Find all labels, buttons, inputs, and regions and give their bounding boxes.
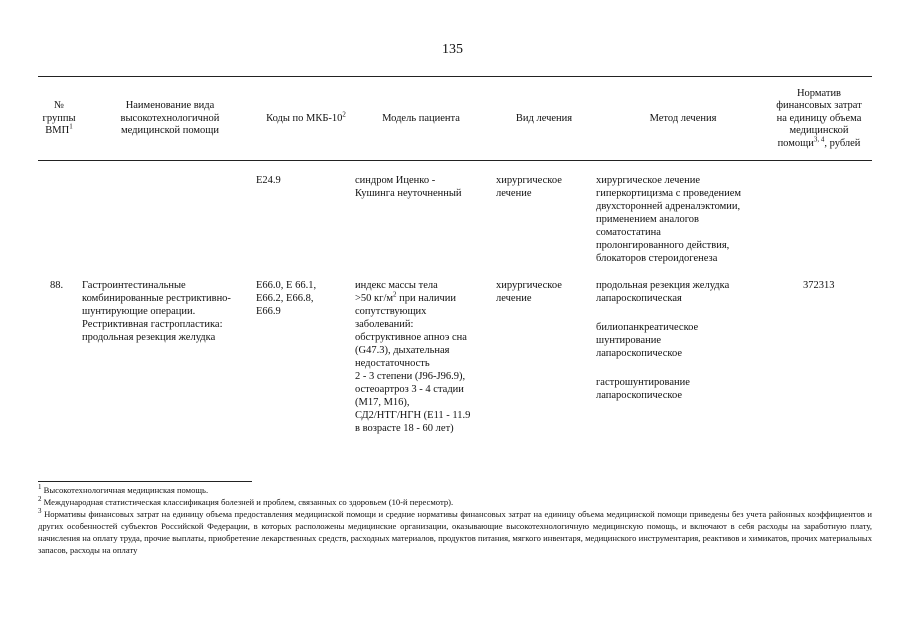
row-treatment-method-3: гастрошунтирование лапароскопическое: [596, 377, 690, 401]
row-codes: E66.0, E 66.1, E66.2, E66.8, E66.9: [256, 280, 317, 317]
row-treatment-type: хирургическое лечение: [496, 280, 562, 304]
table-top-rule: [38, 76, 872, 77]
footnote-3-mark: 3: [38, 507, 42, 516]
row-patient-model: синдром Иценко - Кушинга неуточненный: [355, 175, 462, 199]
row-cost-norm: 372313: [803, 280, 835, 291]
row-codes: E24.9: [256, 175, 281, 186]
header-patient-model: Модель пациента: [382, 112, 460, 124]
row-treatment-method-2: билиопанкреатическое шунтирование лапароскопическое: [596, 322, 699, 359]
header-care-name: Наименование вида высокотехнологичной медицинской помощи: [120, 100, 220, 137]
page-number: 135: [442, 42, 463, 57]
row-patient-model-post: при наличии сопутствующих заболеваний: обструктивное апноэ сна (G47.3), дыхательная недостаточность 2 - 3 степени (J96-J96.9), остеоартроз 3 - 4 стадии (M17, M16), СД2/НТГ/НГН (E11 - 11.9 в возрасте 18 - 60 лет): [355, 293, 471, 434]
header-cost-norm-text: Норматив финансовых затрат на единицу объема медицинской помощи: [776, 87, 862, 149]
header-group-number-text: № группы ВМП: [42, 100, 76, 137]
row-patient-model: [355, 279, 470, 435]
header-group-number: [44, 80, 74, 158]
row-treatment-method-1: продольная резекция желудка лапароскопическая: [596, 280, 730, 304]
row-group-number: 88.: [50, 280, 64, 291]
footnote-2-text: Международная статистическая классификация болезней и проблем, связанных со здоровьем (10-й пересмотр).: [41, 497, 454, 507]
superscript-2: 2: [393, 290, 397, 299]
header-treatment-type: Вид лечения: [515, 112, 573, 124]
header-cost-norm: [770, 80, 868, 158]
footnote-1-mark: 1: [38, 483, 42, 492]
footnote-ref-1: 1: [69, 122, 73, 131]
header-icd-codes-text: Коды по МКБ-10: [266, 112, 343, 124]
header-treatment-method: Метод лечения: [649, 112, 717, 124]
row-patient-model-pre: индекс массы тела >50 кг/м: [355, 280, 438, 304]
footnote-3-text: Нормативы финансовых затрат на единицу объема предоставления медицинской помощи и средние нормативы финансовых затрат на единицу объема медицинской помощи приведены без учета районных коэффициентов и других особенностей субъектов Российской Федерации, в которых расположены медицинские организации, оказывающие высокотехнологичную медицинскую помощь, и включают в себя расходы на заработную плату, начисления на оплату труда, прочие выплаты, приобретение лекарственных средств, расходных материалов, продуктов питания, мягкого инвентаря, медицинского инструментария, реактивов и химикатов, прочих материальных запасов, расходы на оплату: [38, 509, 872, 555]
footnote-2: [38, 496, 872, 508]
footnote-3: [38, 508, 872, 556]
footnote-2-mark: 2: [38, 495, 42, 504]
row-treatment-method: хирургическое лечение гиперкортицизма с проведением двухсторонней адреналэктомии, применением аналогов соматостатина пролонгированного действия, блокаторов стероидогенеза: [596, 175, 742, 264]
footnote-1: [38, 484, 872, 496]
footnote-ref-2: 2: [342, 110, 346, 119]
footnote-ref-3-4: 3, 4: [813, 135, 825, 144]
footnote-divider: [38, 481, 252, 482]
footnote-1-text: Высокотехнологичная медицинская помощь.: [41, 485, 209, 495]
row-treatment-type: хирургическое лечение: [496, 175, 562, 199]
table-header-rule: [38, 160, 872, 161]
header-icd-codes: [264, 80, 348, 158]
header-cost-norm-suffix: , рублей: [824, 137, 861, 149]
row-care-name: Гастроинтестинальные комбинированные рестриктивно- шунтирующие операции. Рестриктивная гастропластика: продольная резекция желудка: [82, 280, 231, 343]
